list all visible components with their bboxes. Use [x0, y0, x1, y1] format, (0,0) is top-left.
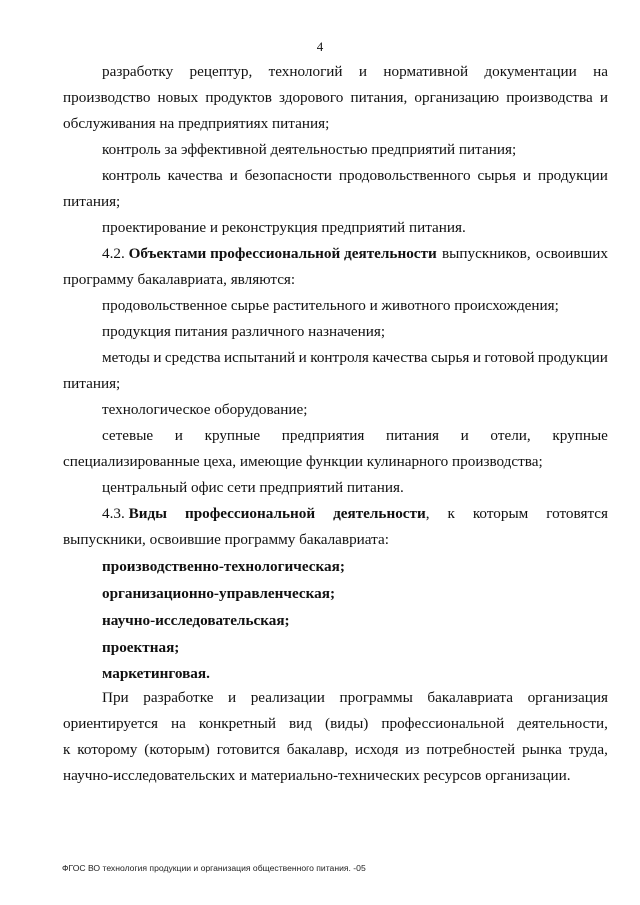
activity-type-item: проектная;	[102, 639, 180, 656]
word: здорового	[279, 89, 344, 106]
word: (которым)	[144, 741, 210, 758]
word: разработке	[143, 689, 214, 706]
word: рынка	[522, 741, 562, 758]
list-item	[102, 167, 608, 185]
word: продукции	[537, 349, 608, 366]
paragraph-line	[63, 715, 608, 733]
activity-type-item: научно-исследовательская;	[102, 612, 290, 629]
word: методы	[102, 349, 150, 366]
paragraph-line: программу бакалавриата, являются:	[63, 271, 296, 288]
word: качества	[167, 167, 223, 184]
section-4-2-heading	[102, 245, 608, 263]
word: реализации	[250, 689, 325, 706]
word: деятельности,	[517, 715, 608, 732]
word: исходя	[354, 741, 399, 758]
word: крупные	[552, 427, 608, 444]
word: питания	[385, 427, 440, 444]
word: испытаний	[224, 349, 296, 366]
word: предприятия	[281, 427, 365, 444]
paragraph-line	[102, 63, 608, 81]
word: организацию	[414, 89, 500, 106]
word: разработку	[102, 63, 174, 80]
word: сырья	[430, 349, 470, 366]
word: и	[174, 427, 183, 444]
activity-type-item: организационно-управленческая;	[102, 585, 335, 602]
word: ориентируется	[63, 715, 159, 732]
list-item	[102, 427, 608, 445]
heading-rest-word: которым	[472, 505, 529, 522]
heading-bold-word: деятельности,	[333, 505, 430, 522]
paragraph-line: обслуживания на предприятиях питания;	[63, 115, 330, 132]
list-item: технологическое оборудование;	[102, 401, 308, 418]
list-item: центральный офис сети предприятий питания.	[102, 479, 404, 496]
section-number: 4.3. Виды	[102, 505, 167, 522]
word: и	[228, 689, 237, 706]
word: труда,	[568, 741, 608, 758]
word: вид	[289, 715, 313, 732]
word: и	[153, 349, 162, 366]
heading-rest-word: к	[447, 505, 455, 522]
word: отели,	[490, 427, 531, 444]
word: профессиональной	[381, 715, 505, 732]
page-number: 4	[316, 39, 324, 54]
list-item: продукция питания различного назначения;	[102, 323, 386, 340]
word: на	[171, 715, 186, 732]
word: технологий	[268, 63, 343, 80]
word: При	[102, 689, 129, 706]
word: из	[405, 741, 420, 758]
word: продукции	[537, 167, 608, 184]
word: рецептур,	[189, 63, 253, 80]
word: контроля	[310, 349, 369, 366]
list-item: контроль за эффективной деятельностью предприятий питания;	[102, 141, 517, 158]
list-item: проектирование и реконструкция предприятий питания.	[102, 219, 466, 236]
paragraph-line: научно-исследовательских и материально-технических ресурсов организации.	[63, 767, 571, 784]
word: производство	[63, 89, 151, 106]
list-item-continuation: специализированные цеха, имеющие функции кулинарного производства;	[63, 453, 543, 470]
list-item-continuation: питания;	[63, 193, 121, 210]
word: готовой	[484, 349, 535, 366]
list-item-continuation: питания;	[63, 375, 121, 392]
word: продовольственного	[338, 167, 471, 184]
word: продуктов	[205, 89, 272, 106]
word: бакалавр,	[286, 741, 349, 758]
word: бакалавриата	[427, 689, 513, 706]
word: безопасности	[244, 167, 332, 184]
word: сетевые	[102, 427, 154, 444]
word: которому	[77, 741, 138, 758]
word: организация	[527, 689, 608, 706]
heading-rest-word: освоивших	[535, 245, 608, 262]
heading-rest-word: выпускников,	[442, 245, 531, 262]
word: производства	[506, 89, 593, 106]
paragraph-line	[63, 741, 608, 759]
word: и	[472, 349, 481, 366]
paragraph-line	[63, 89, 608, 107]
list-item	[102, 349, 608, 367]
word: программы	[339, 689, 413, 706]
word: к	[63, 741, 71, 758]
word: (виды)	[325, 715, 369, 732]
word: и	[522, 167, 532, 184]
heading-bold-word: профессиональной	[184, 505, 316, 522]
word: конкретный	[198, 715, 277, 732]
word: новых	[157, 89, 199, 106]
word: сырья	[477, 167, 516, 184]
list-item: продовольственное сырье растительного и животного происхождения;	[102, 297, 559, 314]
word: и	[460, 427, 469, 444]
word: контроль	[102, 167, 161, 184]
word: средства	[164, 349, 221, 366]
word: и	[599, 89, 608, 106]
section-number: 4.2. Объектами профессиональной деятельности	[102, 245, 437, 262]
word: на	[593, 63, 608, 80]
heading-rest-word: готовятся	[546, 505, 608, 522]
page-footer: ФГОС ВО технология продукции и организация общественного питания. -05	[62, 863, 366, 873]
word: и	[358, 63, 368, 80]
word: питания,	[350, 89, 408, 106]
activity-type-item: производственно-технологическая;	[102, 558, 345, 575]
word: нормативной	[383, 63, 469, 80]
paragraph-line: выпускники, освоившие программу бакалавриата:	[63, 531, 389, 548]
section-4-3-heading	[102, 505, 608, 523]
word: и	[229, 167, 238, 184]
word: готовится	[216, 741, 280, 758]
word: крупные	[204, 427, 261, 444]
word: и	[298, 349, 307, 366]
word: качества	[372, 349, 428, 366]
word: документации	[484, 63, 577, 80]
paragraph-line	[102, 689, 608, 707]
word: потребностей	[426, 741, 516, 758]
activity-type-item: маркетинговая.	[102, 665, 210, 682]
